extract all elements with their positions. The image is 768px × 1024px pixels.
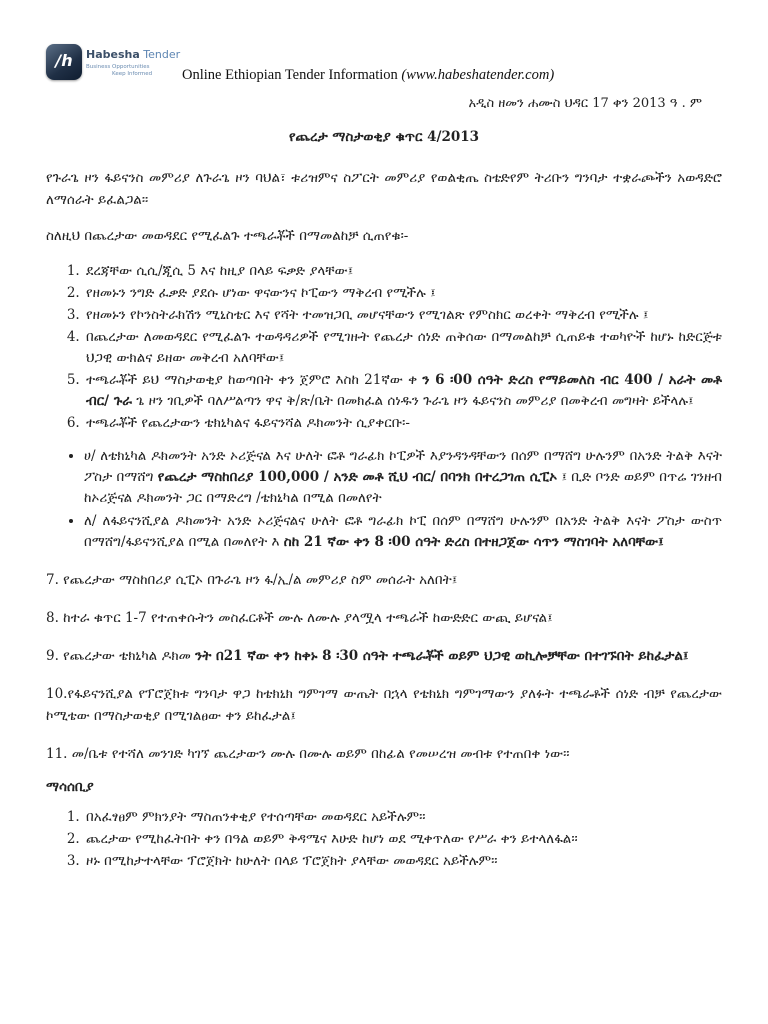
logo-tagline: [86, 64, 152, 78]
site-text: Online Ethiopian Tender Information: [182, 67, 402, 83]
item-9-a: 9. የጨረታው ቴክኒካል ዶክመ: [46, 648, 196, 664]
bullet-technical: [84, 446, 722, 509]
requirement-6: 6. ተጫራቾች የጨረታውን ቴክኒካልና ፋይናንሻል ዶክመንት ሲያቀርቡ፡-: [84, 413, 722, 434]
item-7: 7. የጨረታው ማስከበሪያ ሲፒኦ በጉራጌ ዞን ፋ/ኢ/ል መምሪያ ስም መሰራት አለበት፤: [46, 572, 458, 588]
note-3: 3. ዞኑ በሚከታተላቸው ፕሮጀክት ከሁለት በላይ ፕሮጀክት ያላቸው መወዳደር አይችሉም፡፡: [84, 851, 722, 872]
requirement-5-c: ጌ ዞን ገቢዎች ባለሥልጣን ዋና ቅ/ጽ/ቤት በመክፈል ሰነዱን ጉራጌ ዞን ፋይናንስ መምሪያ በመቅረብ መግዛት ይችላሉ፤: [132, 393, 694, 409]
item-9-b: ንት በ21 ኛው ቀን ከቀኑ 8 ፡30 ሰዓት ተጫራቾች ወይም ህጋዊ ወኪሎቻቸው በተገኙበት ይከፈታል፤: [195, 648, 689, 664]
habesha-tender-logo[interactable]: [46, 44, 181, 84]
document-header: [46, 40, 722, 84]
logo-mark: /h: [55, 51, 73, 70]
site-line: [182, 67, 554, 84]
item-8: 8. ከተራ ቁጥር 1-7 የተጠቀሱትን መስፈርቶች ሙሉ ለሙሉ ያላሟላ ተጫራች ከውድድር ውጪ ይሆናል፤: [46, 610, 553, 626]
bullet-technical-c: ፤ ቢድ ቦንድ ወይም በጥሬ ገንዘብ ከኦሪጅናል ዶክመንት ጋር በማድረግ /ቴክኒካል በሚል በመለየት: [84, 469, 723, 506]
bullet-financial-deadline: ስከ 21 ኛው ቀን 8 ፡00 ሰዓት ድረስ በተዘጋጀው ሳጥን ማስገባት አለባቸው፤: [283, 534, 664, 550]
note-2: 2. ጨረታው የሚከፈትበት ቀን በዓል ወይም ቅዳሜና እሁድ ከሆነ ወደ ሚቀጥለው የሥራ ቀን ይተላለፋል፡፡: [84, 829, 722, 850]
notes-heading: ማሳሰቢያ: [46, 779, 94, 795]
logo-name-a: Habesha: [86, 48, 140, 61]
logo-name-b: Tender: [139, 48, 181, 61]
item-9: [46, 645, 722, 667]
notes-list: [46, 807, 722, 872]
requirement-5-fee: ን 6 ፡00 ሰዓት ድረስ የማይመለስ ብር 400 / አራት መቶ ብር/ ጉራ: [86, 372, 723, 409]
publication-date: አዲስ ዘመን ሐሙስ ህዳር 17 ቀን 2013 ዓ . ም: [468, 96, 702, 111]
logo-tagline-2: Keep Informed: [112, 71, 153, 77]
submission-bullets: [46, 446, 722, 553]
bullet-technical-bond: የጨረታ ማስከበሪያ 100,000 / አንድ መቶ ሺህ ብር/ በባንክ በተረጋገጠ ሲፒኦ: [157, 469, 558, 485]
logo-name: [86, 48, 180, 61]
item-10: 10.የፋይናንሺያል የፕሮጀክቱ ግንባታ ዋጋ ከቴክኒክ ግምገማ ውጤት በኋላ የቴክኒክ ግምገማውን ያለፉት ተጫራቶች ሰነድ ብቻ የጨረታው ኮሚቴው በማስታወቂያ በሚገልፀው ቀን ይከፈታል፤: [46, 686, 722, 724]
bullet-technical-a: ሀ/ ለቴክኒካል ዶክመንት አንድ ኦሪጅናል እና ሁለት ፎቶ ግራፊክ ኮፒዎች እያንዳንዳቸውን በሰም በማሸግ ሁሉንም በአንድ ትልቅ እናት ፖስታ በማሸግ: [84, 448, 722, 485]
requirement-5: [84, 370, 722, 412]
site-url[interactable]: (www.habeshatender.com): [401, 67, 555, 83]
requirement-2: 2. የዘመኑን ንግድ ፈቃድ ያደሱ ሆነው ዋናውንና ኮፒውን ማቅረብ የሚችሉ ፤: [84, 283, 722, 304]
invite-paragraph: ስለዚህ በጨረታው መወዳደር የሚፈልጉ ተጫራቾች በማመልከቻ ሲጠየቁ፡-: [46, 228, 409, 244]
intro-paragraph: የጉራጌ ዞን ፋይናንስ መምሪያ ለጉራጌ ዞን ባህል፣ ቱሪዝምና ስፖርት መምሪያ የወልቂጤ ስቴድየም ትሪቡን ግንባታ ተቋራጮችን አወዳድሮ ለማሰራት ይፈልጋል፡፡: [46, 170, 722, 208]
bullet-financial-a: ለ/ ለፋይናንሺያል ዶክመንት አንድ ኦሪጅናልና ሁለት ፎቶ ግራፊክ ኮፒ በሰም በማሸግ ሁሉንም በአንድ ትልቅ እናት ፖስታ ውስጥ በማሸግ/ፋይናንሺያል በሚል በመለየት እ: [84, 513, 722, 550]
notice-title: የጨረታ ማስታወቂያ ቁጥር 4/2013: [288, 129, 480, 145]
requirements-list: [46, 261, 722, 434]
logo-tagline-1: Business Opportunities: [86, 64, 150, 70]
requirement-3: 3. የዘመኑን የኮንስትራክሽን ሚኒስቴር እና የሻት ተመዝጋቢ መሆናቸውን የሚገልጽ የምስክር ወረቀት ማቅረብ የሚችሉ ፤: [84, 305, 722, 326]
logo-icon: [46, 44, 82, 80]
bullet-financial: [84, 511, 722, 553]
requirement-4: 4. በጨረታው ለመወዳደር የሚፈልጉ ተወዳዳሪዎች የሚገዙት የጨረታ ሰነድ ጠቅሰው በማመልከቻ ሲጠይቁ ተወካዮች ከሆኑ ከድርጅቱ ህጋዊ ውክልና ይዘው መቅረብ አለባቸው፤: [84, 327, 722, 369]
tender-document: [46, 40, 722, 873]
note-1: 1. በአፈፃፀም ምክንያት ማስጠንቀቂያ የተሰጣቸው መወዳደር አይችሉም፡፡: [84, 807, 722, 828]
item-11: 11. መ/ቤቱ የተሻለ መንገድ ካገኘ ጨረታውን ሙሉ በሙሉ ወይም በከፊል የመሠረዝ መብቱ የተጠበቀ ነው፡፡: [46, 746, 570, 762]
requirement-5-a: ተጫራቾች ይህ ማስታወቂያ ከወጣበት ቀን ጀምሮ እስከ 21ኛው ቀ: [86, 372, 423, 388]
requirement-1: 1. ደረጃቸው ሲሲ/ጂሲ 5 እና ከዚያ በላይ ፍቃድ ያላቸው፤: [84, 261, 722, 282]
